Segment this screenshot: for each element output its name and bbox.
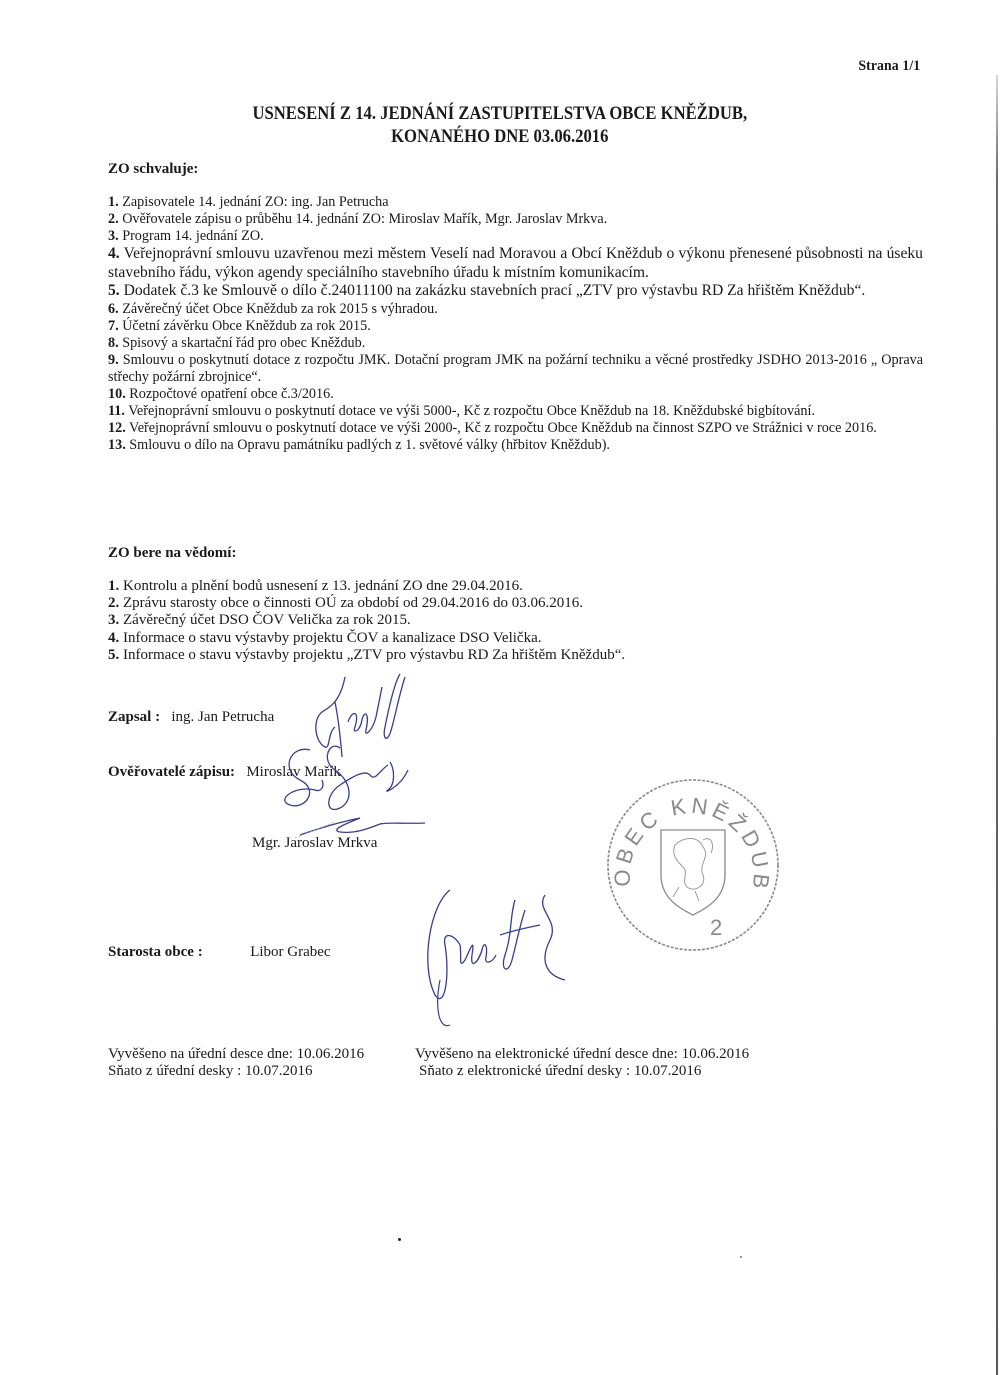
- item-number: 11.: [108, 403, 125, 420]
- verifier-2-name: Mgr. Jaroslav Mrkva: [252, 835, 378, 851]
- item-text: Zprávu starosty obce o činnosti OÚ za období od 29.04.2016 do 03.06.2016.: [123, 595, 583, 612]
- item-number: 3.: [108, 612, 120, 629]
- item-text: Veřejnoprávní smlouvu uzavřenou mezi městem Veselí nad Moravou a Obcí Kněždub o výkonu přenesené působnosti na úseku stavebního řádu, výkon agendy speciálního stavebního úřadu k místním komunikacím.: [108, 245, 923, 281]
- recorder-row: [108, 709, 274, 726]
- title-line-2: KONANÉHO DNE 03.06.2016: [391, 127, 609, 147]
- list-item: [108, 228, 923, 245]
- electronic-removed-date: Sňato z elektronické úřední desky : 10.07.2016: [419, 1063, 702, 1079]
- acknowledges-list: [108, 578, 923, 664]
- svg-text:OBEC KNĚŽDUB: [610, 793, 775, 894]
- document-title: [0, 103, 1000, 149]
- item-text: Spisový a skartační řád pro obec Kněždub.: [122, 334, 366, 351]
- list-item: [108, 612, 923, 629]
- item-number: 8.: [108, 334, 119, 351]
- item-number: 4.: [108, 245, 120, 263]
- item-text: Informace o stavu výstavby projektu ČOV a kanalizace DSO Velička.: [123, 629, 542, 646]
- scan-speck: [740, 1256, 742, 1258]
- item-text: Veřejnoprávní smlouvu o poskytnutí dotace ve výši 5000-, Kč z rozpočtu Obce Kněždub na 18. Kněždubské bigbítování.: [128, 403, 815, 420]
- approves-list: [108, 194, 923, 454]
- verifiers-label: Ověřovatelé zápisu:: [108, 764, 236, 780]
- item-number: 2.: [108, 595, 120, 612]
- verifier-1-name: Miroslav Mařík: [246, 764, 341, 780]
- list-item: [108, 647, 923, 664]
- municipal-stamp-icon: [603, 775, 783, 955]
- item-text: Veřejnoprávní smlouvu o poskytnutí dotace ve výši 2000-, Kč z rozpočtu Obce Kněždub na činnost SZPO ve Strážnici v roce 2016.: [129, 420, 877, 437]
- section-heading-acknowledges: ZO bere na vědomí:: [108, 545, 237, 561]
- official-posted-date: Vyvěšeno na úřední desce dne: 10.06.2016: [108, 1046, 365, 1062]
- list-item: [108, 194, 923, 211]
- list-item: [108, 318, 923, 335]
- list-item: [108, 437, 923, 454]
- list-item: [108, 630, 923, 647]
- item-text: Smlouvu o dílo na Opravu památníku padlých z 1. světové války (hřbitov Kněždub).: [129, 437, 610, 454]
- list-item: [108, 403, 923, 420]
- list-item: [108, 335, 923, 352]
- signature-mayor-icon: [420, 885, 590, 1035]
- list-item: [108, 578, 923, 595]
- official-removed-date: Sňato z úřední desky : 10.07.2016: [108, 1063, 313, 1079]
- scan-edge-line: [996, 75, 998, 1375]
- item-text: Smlouvu o poskytnutí dotace z rozpočtu JMK. Dotační program JMK na požární techniku a věcné prostředky JSDHO 2013-2016 „ Oprava střechy požární zbrojnice“.: [108, 351, 924, 385]
- recorder-label: Zapsal :: [108, 709, 161, 725]
- item-text: Ověřovatele zápisu o průběhu 14. jednání ZO: Miroslav Mařík, Mgr. Jaroslav Mrkva.: [122, 211, 608, 228]
- list-item: [108, 420, 923, 437]
- list-item: [108, 386, 923, 403]
- item-number: 3.: [108, 228, 119, 245]
- stamp-text: OBEC KNĚŽDUB: [609, 792, 775, 894]
- section-heading-approves: ZO schvaluje:: [108, 161, 199, 177]
- item-number: 1.: [108, 194, 119, 210]
- item-text: Kontrolu a plnění bodů usnesení z 13. jednání ZO dne 29.04.2016.: [123, 578, 523, 594]
- item-text: Informace o stavu výstavby projektu „ZTV pro výstavbu RD Za hřištěm Kněždub“.: [123, 646, 626, 663]
- stamp-number: 2: [710, 915, 723, 940]
- item-text: Účetní závěrku Obce Kněždub za rok 2015.: [122, 317, 371, 334]
- electronic-posted-date: Vyvěšeno na elektronické úřední desce dne: 10.06.2016: [415, 1046, 750, 1062]
- signature-verifier-2-icon: [290, 810, 430, 840]
- item-number: 5.: [108, 282, 120, 300]
- mayor-name: Libor Grabec: [250, 944, 331, 960]
- list-item: [108, 595, 923, 612]
- recorder-name: ing. Jan Petrucha: [171, 709, 275, 725]
- list-item: [108, 282, 923, 300]
- item-number: 6.: [108, 300, 119, 317]
- item-number: 4.: [108, 629, 120, 646]
- electronic-board-info: [415, 1046, 749, 1080]
- item-text: Závěrečný účet Obce Kněždub za rok 2015 s výhradou.: [122, 300, 438, 317]
- item-number: 12.: [108, 420, 126, 437]
- list-item: [108, 245, 923, 282]
- item-text: Program 14. jednání ZO.: [122, 228, 264, 245]
- item-number: 10.: [108, 385, 126, 402]
- item-number: 9.: [108, 351, 119, 368]
- list-item: [108, 301, 923, 318]
- title-line-1: USNESENÍ Z 14. JEDNÁNÍ ZASTUPITELSTVA OBCE KNĚŽDUB,: [252, 104, 748, 124]
- item-text: Rozpočtové opatření obce č.3/2016.: [129, 385, 334, 402]
- page-number: Strana 1/1: [858, 58, 920, 74]
- list-item: [108, 352, 923, 386]
- item-text: Závěrečný účet DSO ČOV Velička za rok 2015.: [123, 612, 411, 629]
- item-number: 7.: [108, 317, 119, 334]
- list-item: [108, 211, 923, 228]
- item-number: 2.: [108, 211, 119, 228]
- official-board-info: [108, 1046, 364, 1080]
- item-number: 13.: [108, 437, 126, 454]
- mayor-row: [108, 944, 331, 961]
- item-text: Zapisovatele 14. jednání ZO: ing. Jan Petrucha: [122, 194, 389, 210]
- item-number: 5.: [108, 646, 120, 663]
- scan-speck: [398, 1238, 401, 1241]
- mayor-label: Starosta obce :: [108, 944, 203, 960]
- item-number: 1.: [108, 578, 120, 594]
- item-text: Dodatek č.3 ke Smlouvě o dílo č.24011100 na zakázku stavebních prací „ZTV pro výstavbu RD Za hřištěm Kněždub“.: [123, 282, 866, 300]
